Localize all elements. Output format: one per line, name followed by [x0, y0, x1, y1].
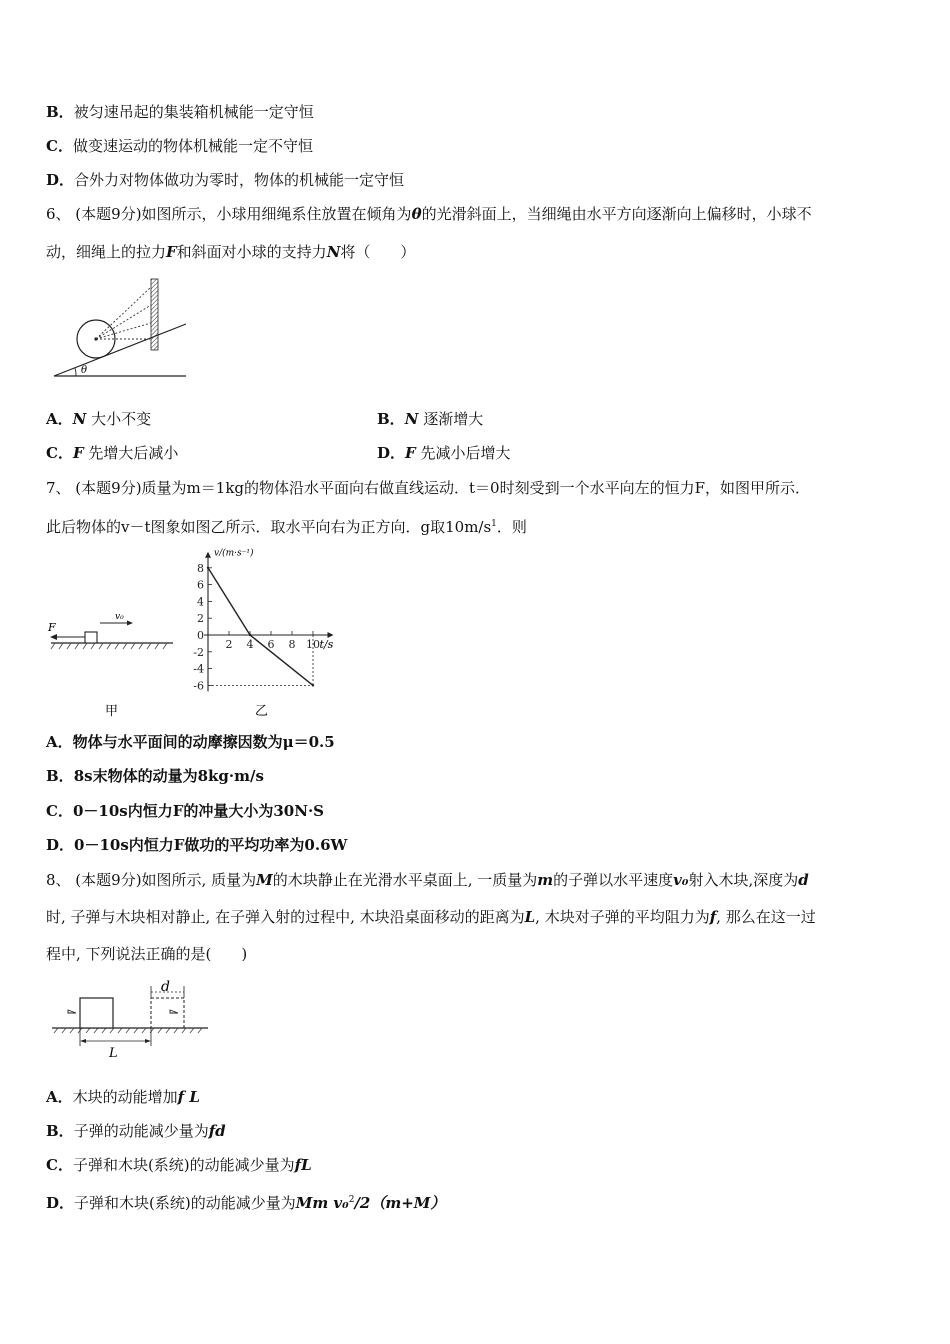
y-axis-arrow: [205, 552, 211, 558]
L-label: L: [109, 1046, 118, 1061]
q7-stem-line1: 7、 (本题9分)质量为m＝1kg的物体沿水平面向右做直线运动．t＝0时刻受到一个水平向左的恒力F，如图甲所示．: [46, 479, 811, 497]
vt-point: [312, 684, 314, 686]
bullet-start: [68, 1010, 76, 1013]
block-end: [151, 998, 184, 1028]
q7-stem-line2: 此后物体的v－t图象如图乙所示．取水平向右为正方向．g取$10m/s^1$．则: [46, 518, 527, 536]
x-tick-label: 8: [288, 638, 296, 651]
y-tick-label: 6: [197, 578, 204, 592]
x-tick-label: 4: [246, 638, 254, 651]
force-label: F: [48, 621, 56, 634]
d-label: d: [161, 979, 170, 995]
fig-theta-label: θ: [81, 365, 88, 376]
q6-option-d: D．F 先减小后增大: [377, 444, 511, 462]
x-axis-label: t/s: [319, 638, 334, 651]
vt-point: [249, 634, 251, 636]
y-tick-label: 8: [197, 561, 204, 575]
y-tick-label: 0: [197, 629, 204, 642]
y-axis-label: v/(m·s⁻¹): [214, 548, 254, 559]
bullet-end: [170, 1010, 178, 1013]
x-tick-label: 6: [267, 638, 275, 651]
q6-option-c: C．F 先增大后减小: [46, 444, 179, 462]
option-b-prev: B．被匀速吊起的集装箱机械能一定守恒: [46, 103, 314, 121]
y-tick-label: 2: [197, 612, 204, 626]
y-tick-label: -6: [193, 679, 204, 693]
q6-figure-incline: [50, 275, 195, 381]
option-d-prev: D．合外力对物体做功为零时，物体的机械能一定守恒: [46, 171, 405, 189]
x-tick-label: 2: [225, 638, 233, 651]
q8-stem-line3: 程中, 下列说法正确的是( ): [46, 945, 248, 963]
q6-option-b: B．N 逐渐增大: [377, 410, 484, 428]
option-c-prev: C．做变速运动的物体机械能一定不守恒: [46, 137, 313, 155]
vt-point: [207, 567, 209, 569]
q8-option-c: C．子弹和木块(系统)的动能减少量为fL: [46, 1156, 312, 1174]
q7-option-c: C．0－10s内恒力F的冲量大小为30N·S: [46, 802, 324, 820]
q7-figure-jia: [45, 605, 180, 720]
q8-stem-line1: 8、 (本题9分)如图所示, 质量为M的木块静止在光滑水平桌面上, 一质量为m的子弹以水平速度v₀射入木块,深度为d: [46, 871, 809, 889]
q6-stem-line1: 6、 (本题9分)如图所示，小球用细绳系住放置在倾角为θ的光滑斜面上，当细绳由水平方向逐渐向上偏移时，小球不: [46, 205, 812, 223]
y-tick-label: 4: [197, 595, 204, 609]
q7-option-a: A．物体与水平面间的动摩擦因数为μ＝0.5: [46, 733, 335, 751]
q7-option-b: B．8s末物体的动量为8kg·m/s: [46, 767, 264, 785]
q8-option-d: D．子弹和木块(系统)的动能减少量为Mm v₀$^2$/2（m+M）: [46, 1194, 446, 1212]
y-tick-label: -4: [193, 662, 204, 676]
q8-figure-bullet-block: [48, 978, 213, 1063]
caption-yi: 乙: [255, 704, 269, 719]
q8-option-a: A．木块的动能增加f L: [46, 1088, 200, 1106]
q7-vt-chart: [190, 545, 345, 720]
q7-option-d: D．0－10s内恒力F做功的平均功率为0.6W: [46, 836, 348, 854]
q6-option-a: A．N 大小不变: [46, 410, 152, 428]
block-start: [80, 998, 113, 1028]
block: [85, 632, 97, 643]
x-tick-label: 10: [306, 638, 320, 651]
q6-stem-line2: 动，细绳上的拉力F和斜面对小球的支持力N将（ ）: [46, 243, 416, 261]
q8-option-b: B．子弹的动能减少量为fd: [46, 1122, 226, 1140]
v0-label: v₀: [115, 612, 124, 622]
q8-stem-line2: 时, 子弹与木块相对静止, 在子弹入射的过程中, 木块沿桌面移动的距离为L, 木块对子弹的平均阻力为f, 那么在这一过: [46, 908, 816, 926]
caption-jia: 甲: [105, 704, 119, 719]
vt-line: [208, 568, 313, 686]
y-tick-label: -2: [193, 645, 204, 659]
